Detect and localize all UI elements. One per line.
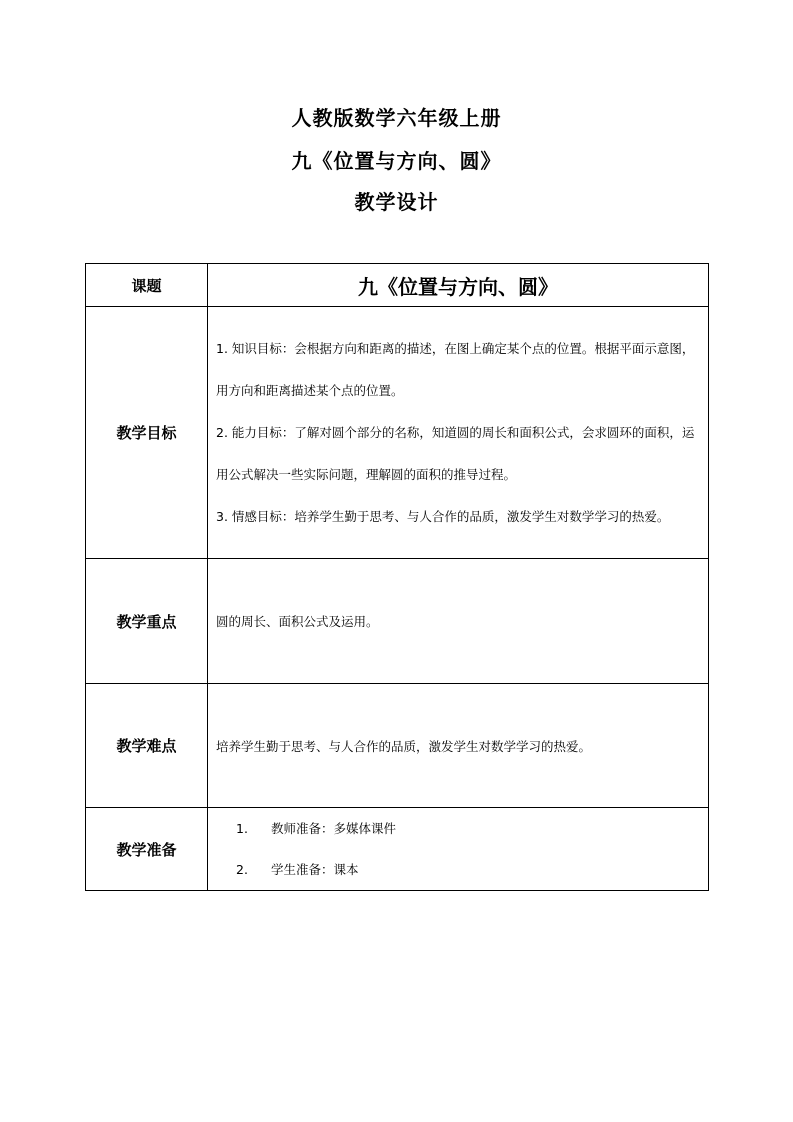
goal-item-knowledge: 1. 知识目标：会根据方向和距离的描述，在图上确定某个点的位置。根据平面示意图，用方向和距离描述某个点的位置。 bbox=[216, 340, 695, 398]
difficulties-row bbox=[86, 684, 709, 808]
document-title: 人教版数学六年级上册 bbox=[291, 106, 502, 130]
key-points-row bbox=[86, 559, 709, 684]
list-item-text: 教师准备：多媒体课件 bbox=[271, 821, 397, 836]
list-number: 2. bbox=[236, 862, 248, 877]
goals-label: 教学目标 bbox=[86, 307, 208, 559]
difficulties-label: 教学难点 bbox=[86, 684, 208, 808]
key-points-cell bbox=[208, 559, 709, 684]
lesson-plan-table bbox=[85, 263, 709, 891]
preparation-row bbox=[86, 808, 709, 891]
topic-row bbox=[86, 264, 709, 307]
list-item-text: 学生准备：课本 bbox=[271, 862, 359, 877]
goals-row bbox=[86, 307, 709, 559]
goal-item-ability: 2. 能力目标：了解对圆个部分的名称，知道圆的周长和面积公式，会求圆环的面积，运用公式解决一些实际问题，理解圆的面积的推导过程。 bbox=[216, 424, 695, 482]
goals-list bbox=[208, 320, 708, 546]
document-subtitle: 九《位置与方向、圆》 bbox=[291, 149, 502, 173]
key-points-text: 圆的周长、面积公式及运用。 bbox=[216, 614, 379, 629]
topic-value: 九《位置与方向、圆》 bbox=[208, 264, 709, 307]
document-type-heading: 教学设计 bbox=[354, 190, 439, 214]
preparation-cell bbox=[208, 808, 709, 891]
preparation-label: 教学准备 bbox=[86, 808, 208, 891]
difficulties-text: 培养学生勤于思考、与人合作的品质，激发学生对数学学习的热爱。 bbox=[216, 738, 592, 754]
preparation-item-teacher bbox=[236, 808, 708, 849]
goal-item-emotion: 3. 情感目标：培养学生勤于思考、与人合作的品质，激发学生对数学学习的热爱。 bbox=[216, 508, 670, 524]
key-points-label: 教学重点 bbox=[86, 559, 208, 684]
list-number: 1. bbox=[236, 821, 248, 836]
topic-label: 课题 bbox=[86, 264, 208, 307]
difficulties-cell bbox=[208, 684, 709, 808]
goals-cell bbox=[208, 307, 709, 559]
preparation-list bbox=[208, 808, 708, 890]
preparation-item-student bbox=[236, 849, 708, 890]
